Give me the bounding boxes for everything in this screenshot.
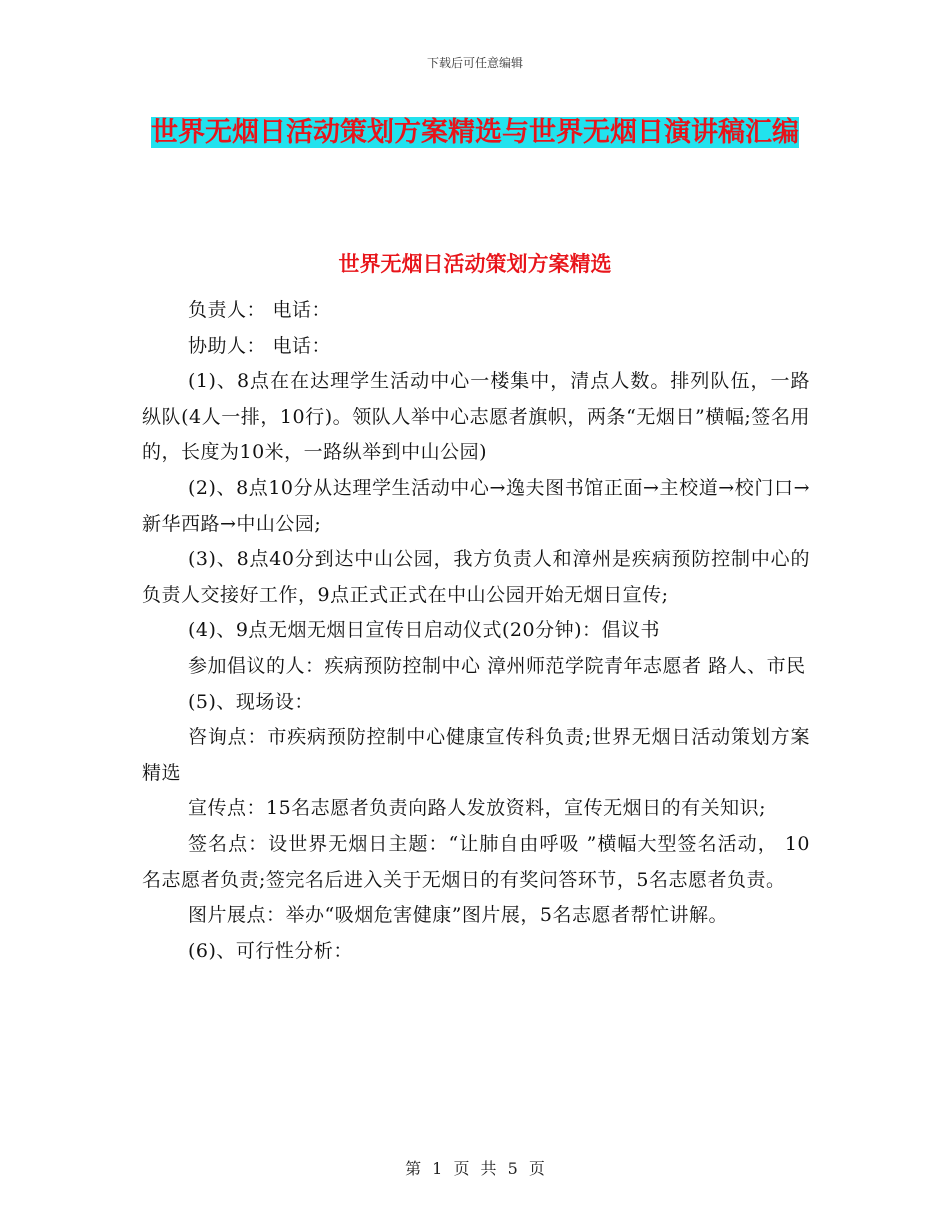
document-title (140, 110, 810, 156)
paragraph: 咨询点：市疾病预防控制中心健康宣传科负责;世界无烟日活动策划方案精选 (142, 726, 810, 784)
paragraph: (2)、8点10分从达理学生活动中心→逸夫图书馆正面→主校道→校门口→新华西路→中山公园; (142, 476, 810, 535)
paragraph: (1)、8点在在达理学生活动中心一楼集中，清点人数。排列队伍，一路纵队(4人一排，10行)。领队人举中心志愿者旗帜，两条“无烟日”横幅;签名用的，长度为10米，一路纵举到中山公园) (142, 370, 810, 464)
paragraph: 宣传点：15名志愿者负责向路人发放资料，宣传无烟日的有关知识; (188, 797, 767, 820)
header-note: 下载后可任意编辑 (426, 56, 523, 70)
paragraph: 签名点：设世界无烟日主题：“让肺自由呼吸 ”横幅大型签名活动， 10名志愿者负责;签完名后进入关于无烟日的有奖问答环节，5名志愿者负责。 (142, 832, 810, 891)
paragraph: 协助人： 电话： (188, 334, 332, 357)
page-indicator: 第 1 页 共 5 页 (405, 1159, 545, 1178)
paragraph: (6)、可行性分析： (188, 939, 353, 962)
paragraph: (5)、现场设： (188, 690, 314, 713)
document-body (142, 293, 810, 969)
paragraph: (3)、8点40分到达中山公园，我方负责人和漳州是疾病预防控制中心的负责人交接好工作，9点正式正式在中山公园开始无烟日宣传; (142, 548, 810, 606)
section-title: 世界无烟日活动策划方案精选 (338, 252, 612, 276)
paragraph: 负责人： 电话： (188, 299, 332, 321)
paragraph: (4)、9点无烟无烟日宣传日启动仪式(20分钟)：倡议书 (188, 619, 661, 642)
document-title-text: 世界无烟日活动策划方案精选与世界无烟日演讲稿汇编 (151, 117, 799, 148)
paragraph: 图片展点：举办“吸烟危害健康”图片展，5名志愿者帮忙讲解。 (188, 904, 729, 927)
paragraph: 参加倡议的人：疾病预防控制中心 漳州师范学院青年志愿者 路人、市民 (188, 654, 806, 677)
